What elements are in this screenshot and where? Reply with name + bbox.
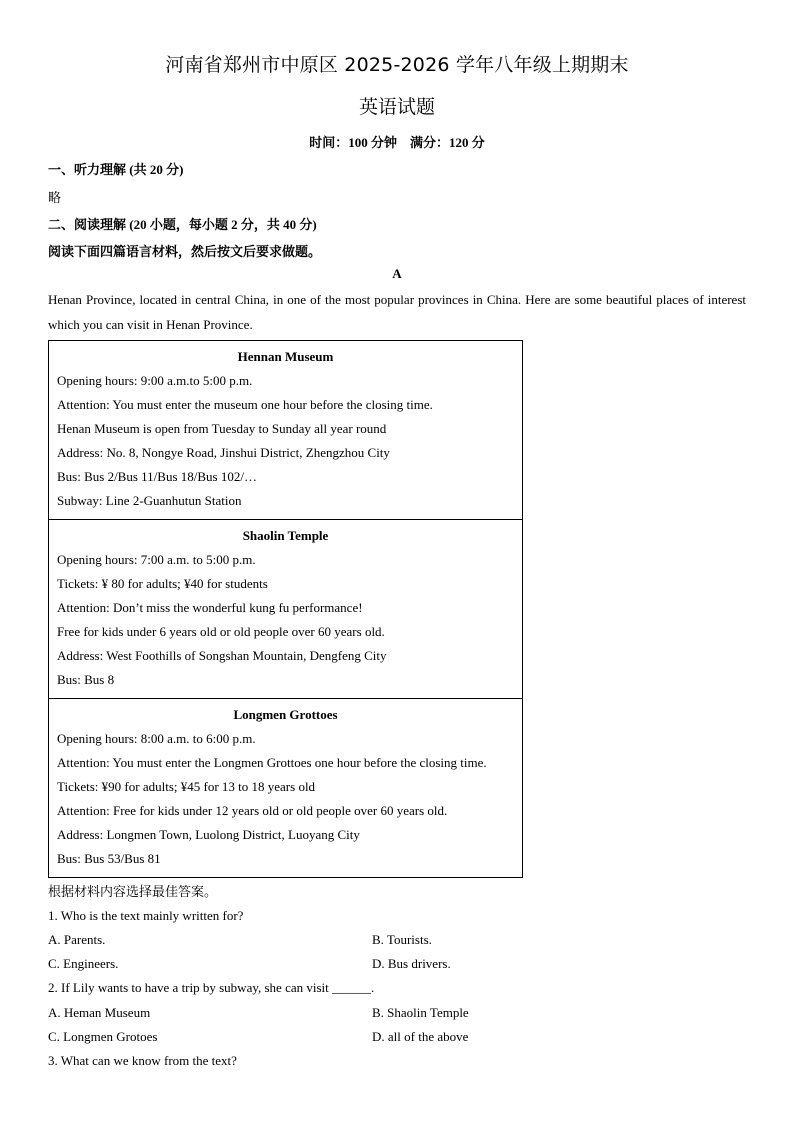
place-line: Bus: Bus 2/Bus 11/Bus 18/Bus 102/…	[57, 469, 257, 484]
place-cell-grottoes	[49, 699, 523, 878]
place-cell-museum	[49, 341, 523, 520]
table-row	[49, 699, 523, 878]
place-line: Henan Museum is open from Tuesday to Sunday all year round	[57, 421, 387, 436]
places-table	[48, 340, 523, 878]
question-directions: 根据材料内容选择最佳答案。	[48, 884, 218, 899]
place-line: Attention: You must enter the Longmen Grottoes one hour before the closing time.	[57, 755, 487, 770]
part2-heading: 二、阅读理解 (20 小题，每小题 2 分，共 40 分)	[48, 217, 317, 232]
question-stem: 3. What can we know from the text?	[48, 1053, 237, 1068]
place-line: Opening hours: 7:00 a.m. to 5:00 p.m.	[57, 552, 256, 567]
place-line: Free for kids under 6 years old or old people over 60 years old.	[57, 624, 385, 639]
question-stem: 1. Who is the text mainly written for?	[48, 908, 244, 923]
exam-meta: 时间：100 分钟 满分：120 分	[309, 135, 485, 150]
question-option: B. Tourists.	[372, 932, 432, 947]
place-line: Opening hours: 9:00 a.m.to 5:00 p.m.	[57, 373, 253, 388]
passage-label: A	[392, 266, 402, 281]
question-option: A. Heman Museum	[48, 1005, 151, 1020]
question-option: C. Longmen Grotoes	[48, 1029, 158, 1044]
passage-intro: Henan Province, located in central China, in one of the most popular provinces in China. Here are some beautiful places of interest which you can visit in Henan Province.	[48, 292, 746, 332]
question-option: D. Bus drivers.	[372, 956, 451, 971]
table-row	[49, 341, 523, 520]
table-row	[49, 520, 523, 699]
question-option: C. Engineers.	[48, 956, 119, 971]
place-line: Address: Longmen Town, Luolong District, Luoyang City	[57, 827, 360, 842]
place-line: Address: West Foothills of Songshan Mountain, Dengfeng City	[57, 648, 387, 663]
place-line: Opening hours: 8:00 a.m. to 6:00 p.m.	[57, 731, 256, 746]
place-line: Attention: Free for kids under 12 years old or old people over 60 years old.	[57, 803, 448, 818]
question-option: A. Parents.	[48, 932, 106, 947]
part1-note: 略	[48, 190, 62, 205]
place-line: Attention: You must enter the museum one hour before the closing time.	[57, 397, 433, 412]
exam-title: 河南省郑州市中原区 2025-2026 学年八年级上期期末	[165, 54, 629, 76]
place-cell-temple	[49, 520, 523, 699]
place-line: Tickets: ¥ 80 for adults; ¥40 for students	[57, 576, 268, 591]
part1-heading: 一、听力理解 (共 20 分)	[48, 162, 184, 177]
place-line: Bus: Bus 53/Bus 81	[57, 851, 161, 866]
place-line: Address: No. 8, Nongye Road, Jinshui District, Zhengzhou City	[57, 445, 390, 460]
exam-subtitle: 英语试题	[358, 96, 435, 118]
place-line: Subway: Line 2-Guanhutun Station	[57, 493, 242, 508]
place-line: Bus: Bus 8	[57, 672, 115, 687]
question-option: D. all of the above	[372, 1029, 469, 1044]
place-title: Hennan Museum	[237, 349, 334, 364]
place-line: Tickets: ¥90 for adults; ¥45 for 13 to 18 years old	[57, 779, 316, 794]
question-option: B. Shaolin Temple	[372, 1005, 469, 1020]
place-title: Longmen Grottoes	[233, 707, 338, 722]
place-line: Attention: Don’t miss the wonderful kung fu performance!	[57, 600, 363, 615]
question-stem: 2. If Lily wants to have a trip by subway, she can visit ______.	[48, 980, 375, 995]
place-title: Shaolin Temple	[242, 528, 329, 543]
part2-instruction: 阅读下面四篇语言材料，然后按文后要求做题。	[48, 244, 322, 259]
